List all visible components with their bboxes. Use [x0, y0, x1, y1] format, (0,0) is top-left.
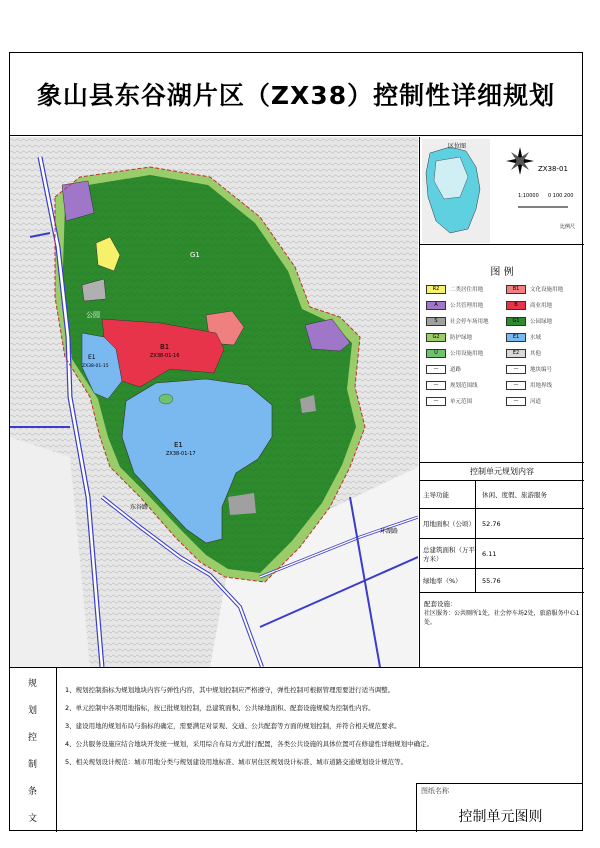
clauses-text — [65, 686, 485, 776]
legend-label: 地块编号 — [530, 367, 553, 373]
plan-key: 绿地率（%） — [420, 569, 476, 592]
legend-label: 公用设施用地 — [450, 351, 484, 357]
water-west-label: E1 — [88, 354, 96, 361]
title-block — [9, 52, 583, 136]
legend-swatch: A — [426, 301, 446, 310]
legend-item — [426, 299, 502, 311]
side-label-char: 控 — [27, 733, 37, 743]
north-arrow-icon — [506, 147, 534, 175]
legend-item — [506, 347, 582, 359]
legend-swatch: G1 — [506, 317, 526, 326]
legend — [420, 245, 584, 463]
legend-label: 单元范围 — [450, 399, 473, 405]
scale-ticks: 0 100 200 — [548, 193, 574, 199]
commercial-code: ZX38-01-16 — [150, 353, 180, 359]
plan-row — [420, 509, 584, 539]
plan-key: 主导功能 — [420, 481, 476, 508]
legend-label: 社会停车场用地 — [450, 319, 489, 325]
legend-swatch: R2 — [426, 285, 446, 294]
legend-item — [426, 363, 502, 375]
legend-item — [506, 395, 582, 407]
legend-label: 公共管理用地 — [450, 303, 484, 309]
legend-title: 图 例 — [490, 267, 514, 278]
scale-label: 比例尺 — [560, 224, 576, 230]
legend-swatch: — — [426, 397, 446, 406]
clause-item: 2、单元控制中各项用地指标，按已批规划控制，总建筑面积、公共绿地面积、配套设施规模为控制性内容。 — [65, 704, 375, 712]
legend-swatch: — — [506, 381, 526, 390]
side-label-char: 文 — [27, 814, 37, 824]
water-west-code: ZX38-01-15 — [82, 364, 109, 369]
legend-label: 二类居住用地 — [450, 287, 484, 293]
legend-label: 道路 — [450, 367, 462, 373]
legend-label: 公园绿地 — [530, 319, 553, 325]
plan-title: 控制单元规划内容 — [420, 463, 584, 481]
clause-item: 1、规划控制指标为规划地块内容与弹性内容，其中规划控制应严格遵守，弹性控制可根据管理需要进行适当调整。 — [65, 686, 395, 694]
plan-row — [420, 569, 584, 593]
legend-swatch: G2 — [426, 333, 446, 342]
park-label: G1 — [190, 251, 200, 259]
legend-swatch: — — [506, 365, 526, 374]
side-label-char: 条 — [27, 787, 37, 797]
legend-item — [506, 363, 582, 375]
plan-row — [420, 539, 584, 569]
plan-key: 总建筑面积（万平方米） — [420, 539, 476, 568]
legend-label: 文化设施用地 — [530, 287, 564, 293]
legend-swatch: E1 — [506, 333, 526, 342]
legend-item — [506, 331, 582, 343]
clause-item: 3、建设用地的规划布局与指标的确定，需要满足对景观、交通、公共配套等方面的规划控制，并符合相关规范要求。 — [65, 722, 401, 730]
drawing-label: 图纸名称 — [421, 787, 449, 795]
plan-row — [420, 481, 584, 509]
map-canvas — [10, 137, 418, 667]
legend-label: 用地界线 — [530, 383, 553, 389]
road-label-2: 环湖路 — [380, 528, 399, 535]
side-label-char: 制 — [27, 760, 37, 770]
legend-swatch: — — [426, 365, 446, 374]
legend-item — [426, 395, 502, 407]
legend-item — [506, 315, 582, 327]
legend-label: 河道 — [530, 399, 542, 405]
legend-item — [426, 331, 502, 343]
legend-item — [426, 315, 502, 327]
right-panel — [419, 137, 583, 667]
gate-label: 公园 — [86, 311, 100, 319]
facility-notes-body: 社区服务：公共厕所1处，社会停车场2处，旅游服务中心1处。 — [424, 610, 580, 626]
road-label-1: 东谷路 — [130, 504, 149, 511]
scale-ratio: 1:10000 — [518, 193, 539, 199]
legend-swatch: U — [426, 349, 446, 358]
clause-item: 5、相关规划设计规范：城市用地分类与规划建设用地标准、城市居住区规划设计标准、城市道路交通规划设计规范等。 — [65, 758, 408, 766]
drawing-name: 控制单元图则 — [458, 809, 543, 825]
legend-label: 规划范围线 — [450, 383, 478, 389]
legend-item — [506, 283, 582, 295]
inset-label: 区位图 — [448, 143, 467, 150]
lake-code: ZX38-01-17 — [166, 451, 196, 457]
clause-item: 4、公共服务设施应结合地块开发统一规划，采用综合布局方式进行配置，各类公共设施的具体位置可在修建性详细规划中确定。 — [65, 740, 434, 748]
legend-item — [506, 379, 582, 391]
legend-swatch: B1 — [506, 285, 526, 294]
plan-value: 55.76 — [482, 576, 501, 585]
plan-value: 6.11 — [482, 549, 497, 558]
side-label-char: 划 — [27, 706, 37, 716]
legend-swatch: E2 — [506, 349, 526, 358]
legend-item — [426, 283, 502, 295]
control-clauses — [9, 667, 583, 831]
legend-swatch: — — [506, 397, 526, 406]
legend-item — [506, 299, 582, 311]
legend-label: 商业用地 — [530, 303, 553, 309]
legend-swatch: B — [506, 301, 526, 310]
plan-content-table — [420, 463, 584, 667]
legend-label: 其他 — [530, 351, 542, 357]
lake-label: E1 — [174, 441, 183, 449]
page-title: 象山县东谷湖片区（ZX38）控制性详细规划 — [36, 80, 556, 110]
clauses-side-label — [9, 668, 57, 832]
legend-label: 水域 — [530, 335, 542, 341]
land-use-map[interactable] — [10, 137, 418, 667]
drawing-name-box — [416, 783, 583, 832]
legend-grid — [426, 283, 582, 407]
facility-notes-head: 配套设施： — [424, 600, 457, 608]
plan-value: 52.76 — [482, 519, 501, 528]
legend-swatch: S — [426, 317, 446, 326]
plan-value: 休闲、度假、旅游服务 — [482, 491, 547, 499]
legend-swatch: — — [426, 381, 446, 390]
lake-island — [159, 394, 173, 404]
zone-code: ZX38-01 — [538, 165, 568, 173]
side-label-char: 规 — [27, 679, 37, 689]
commercial-label: B1 — [160, 343, 170, 351]
legend-item — [426, 379, 502, 391]
plan-key: 用地面积（公顷） — [420, 509, 476, 538]
legend-item — [426, 347, 502, 359]
location-inset — [420, 137, 584, 245]
legend-label: 防护绿地 — [450, 335, 473, 341]
